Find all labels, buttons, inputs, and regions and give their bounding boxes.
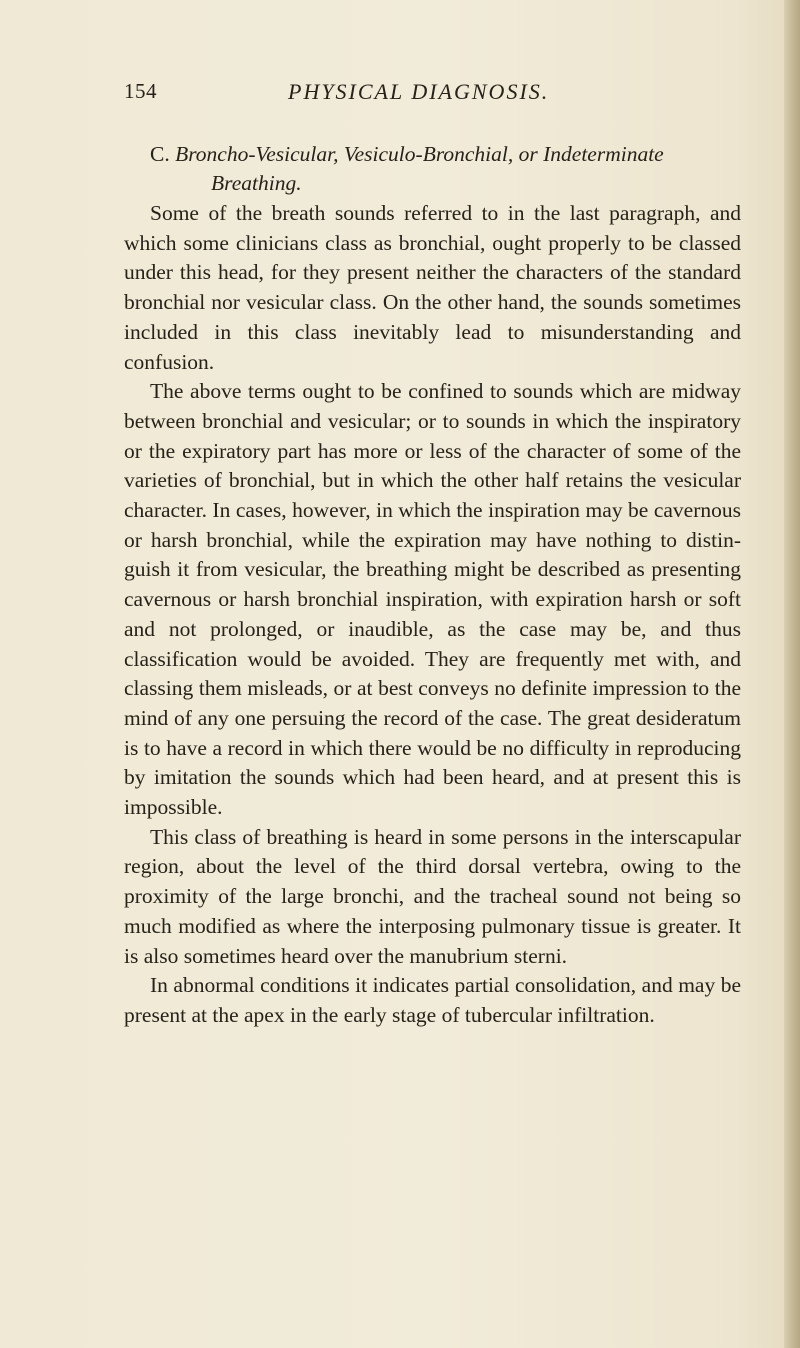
section-title-line-2: Breathing. (211, 171, 302, 195)
paragraph-4: In abnormal conditions it indicates partial consolidation, and may be present at the apex in the early stage of tubercular infiltration. (124, 973, 741, 1027)
paragraph-2: The above terms ought to be confined to sounds which are midway between bronchial and vesicular; or to sounds in which the inspiratory or the expiratory part has more or less of the character of some of the varieties of bronchial, but in which the other half retains the vesicular character. In cases, however, in which the inspiration may be cavernous or harsh bronchial, while the expiration may have nothing to distinguish it from vesicular, the breathing might be described as presenting cavernous or harsh bronchial inspiration, with expiration harsh or soft and not prolonged, or inaudible, as the case may be, and thus classification would be avoided. They are frequently met with, and classing them misleads, or at best conveys no definite impression to the mind of any one persuing the record of the case. The great desideratum is to have a record in which there would be no difficulty in reproducing by imitation the sounds which had been heard, and at present this is impossible. (124, 379, 741, 820)
section-heading-line-1 (150, 140, 760, 169)
section-heading (150, 140, 760, 198)
running-title: PHYSICAL DIAGNOSIS. (288, 79, 550, 104)
paragraph-1: Some of the breath sounds referred to in the last paragraph, and which some clinicians class as bronchial, ought properly to be classed under this head, for they present neither the characters of the standard bronchial nor vesicular class. On the other hand, the sounds sometimes included in this class inevitably lead to misunderstanding and confusion. (124, 201, 741, 374)
page-binding-edge (784, 0, 800, 1348)
paragraph-3: This class of breathing is heard in some persons in the interscapular region, about the level of the third dorsal vertebra, owing to the proximity of the large bronchi, and the tracheal sound not being so much modified as where the interposing pulmonary tissue is greater. It is also sometimes heard over the manubrium sterni. (124, 824, 741, 968)
section-title-line-1: Broncho-Vesicular, Vesiculo-Bronchial, or Indeterminate (175, 142, 664, 166)
body-text (124, 199, 741, 1031)
running-head (124, 79, 724, 109)
section-letter: C. (150, 142, 170, 166)
page-number: 154 (124, 79, 157, 103)
